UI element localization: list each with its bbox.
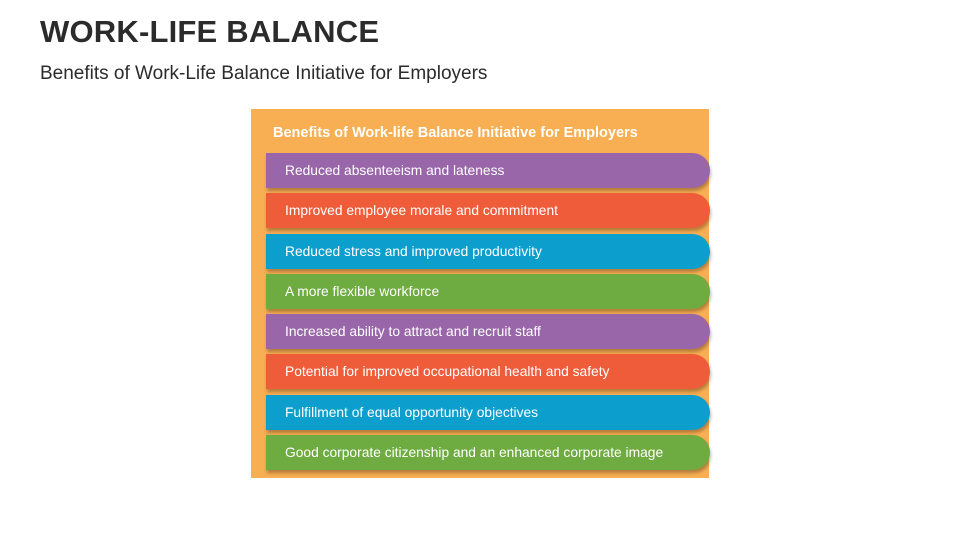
benefit-item [266, 193, 710, 228]
benefits-list [266, 153, 710, 475]
benefit-item [266, 395, 710, 430]
slide-title: WORK-LIFE BALANCE [40, 14, 380, 49]
benefit-item [266, 153, 710, 188]
benefit-label: Reduced stress and improved productivity [285, 243, 542, 259]
benefit-item [266, 435, 710, 470]
benefit-item [266, 274, 710, 309]
benefit-label: A more flexible workforce [285, 283, 440, 299]
benefit-item [266, 354, 710, 389]
benefit-label: Potential for improved occupational health and safety [285, 364, 610, 380]
benefit-label: Good corporate citizenship and an enhanced corporate image [285, 445, 664, 461]
benefit-label: Fulfillment of equal opportunity objectives [285, 404, 539, 420]
benefits-panel [251, 109, 709, 478]
panel-heading: Benefits of Work-life Balance Initiative for Employers [273, 125, 638, 141]
benefit-label: Reduced absenteeism and lateness [285, 163, 505, 178]
benefit-item [266, 314, 710, 349]
benefit-label: Improved employee morale and commitment [285, 203, 558, 219]
benefit-item [266, 234, 710, 269]
benefit-label: Increased ability to attract and recruit staff [285, 324, 541, 340]
slide-subtitle: Benefits of Work-Life Balance Initiative for Employers [40, 63, 488, 84]
